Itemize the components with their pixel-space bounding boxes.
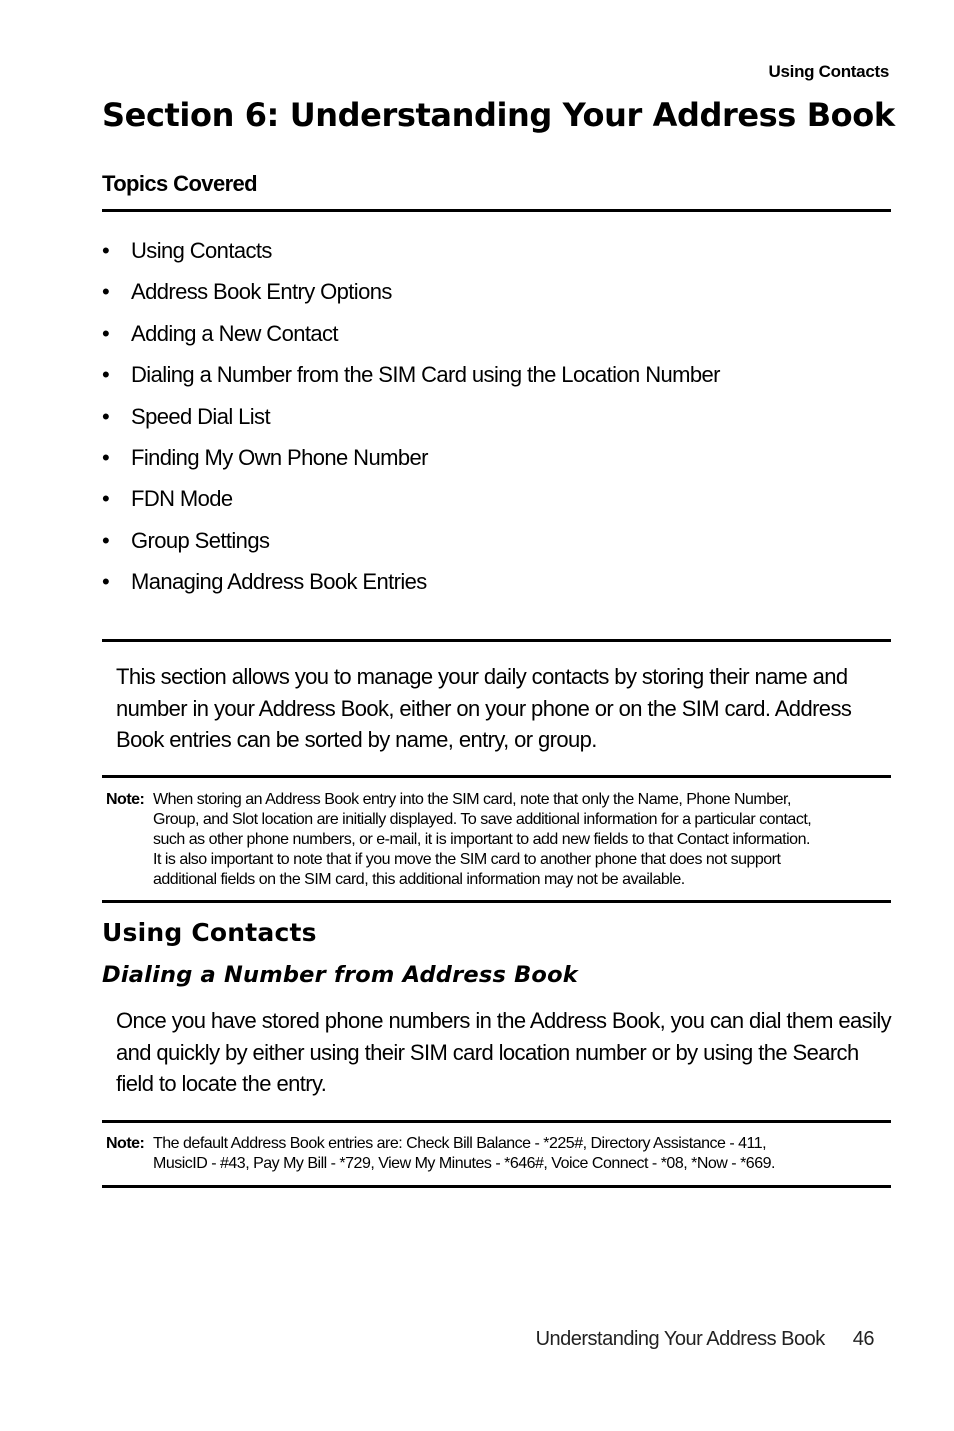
note-box xyxy=(106,790,896,890)
topic-label: Group Settings xyxy=(131,527,270,553)
note-line: additional fields on the SIM card, this additional information may not be available. xyxy=(153,871,685,888)
note1-top-rule xyxy=(102,775,891,778)
bullet-icon: • xyxy=(102,527,110,553)
running-header: Using Contacts xyxy=(768,62,889,81)
note-body xyxy=(153,1134,896,1174)
note-line: It is also important to note that if you move the SIM card to another phone that does not support xyxy=(153,851,781,868)
note-line: such as other phone numbers, or e-mail, it is important to add new fields to that Contact information. xyxy=(153,831,810,848)
topics-top-rule xyxy=(102,209,891,212)
note2-bottom-rule xyxy=(102,1185,891,1188)
bullet-icon: • xyxy=(102,320,110,346)
topic-label: Finding My Own Phone Number xyxy=(131,444,428,470)
bullet-icon: • xyxy=(102,279,110,305)
note-line: Group, and Slot location are initially displayed. To save additional information for a particular contact, xyxy=(153,811,812,828)
footer-title: Understanding Your Address Book xyxy=(535,1328,825,1350)
note-label: Note: xyxy=(106,1135,145,1152)
bullet-icon: • xyxy=(102,486,110,512)
topics-heading: Topics Covered xyxy=(102,171,258,196)
bullet-icon: • xyxy=(102,362,110,388)
page-footer xyxy=(536,1328,874,1351)
dialing-subheading: Dialing a Number from Address Book xyxy=(102,962,578,988)
note-line: MusicID - #43, Pay My Bill - *729, View My Minutes - *646#, Voice Connect - *08, *Now - *669. xyxy=(153,1155,775,1172)
section-title: Section 6: Understanding Your Address Book xyxy=(102,96,895,134)
bullet-icon: • xyxy=(102,238,110,263)
dialing-paragraph xyxy=(116,1005,896,1100)
intro-paragraph xyxy=(116,661,896,756)
dialing-line: field to locate the entry. xyxy=(116,1071,327,1096)
topic-label: Managing Address Book Entries xyxy=(131,569,427,595)
note-line: The default Address Book entries are: Check Bill Balance - *225#, Directory Assistance - 411, xyxy=(153,1135,767,1152)
note-label: Note: xyxy=(106,791,145,808)
note1-bottom-rule xyxy=(102,900,891,903)
intro-line: This section allows you to manage your daily contacts by storing their name and xyxy=(116,664,848,689)
intro-line: Book entries can be sorted by name, entry, or group. xyxy=(116,727,597,752)
note-box xyxy=(106,1134,896,1174)
note-line: When storing an Address Book entry into the SIM card, note that only the Name, Phone Number, xyxy=(153,791,791,808)
bullet-icon: • xyxy=(102,403,110,429)
topic-label: Speed Dial List xyxy=(131,403,270,429)
topic-label: Address Book Entry Options xyxy=(131,279,392,305)
topic-label: FDN Mode xyxy=(131,486,233,512)
using-contacts-heading: Using Contacts xyxy=(102,918,317,947)
note-body xyxy=(153,790,896,890)
note2-top-rule xyxy=(102,1120,891,1123)
bullet-icon: • xyxy=(102,569,110,595)
intro-line: number in your Address Book, either on your phone or on the SIM card. Address xyxy=(116,695,852,721)
page-number: 46 xyxy=(852,1328,874,1350)
topic-label: Using Contacts xyxy=(131,238,272,263)
dialing-line: Once you have stored phone numbers in the Address Book, you can dial them easily xyxy=(116,1008,892,1033)
topic-label: Adding a New Contact xyxy=(131,320,338,346)
bullet-icon: • xyxy=(102,444,110,470)
dialing-line: and quickly by either using their SIM card location number or by using the Search xyxy=(116,1039,859,1065)
topic-label: Dialing a Number from the SIM Card using the Location Number xyxy=(131,362,720,388)
topics-bottom-rule xyxy=(102,639,891,642)
